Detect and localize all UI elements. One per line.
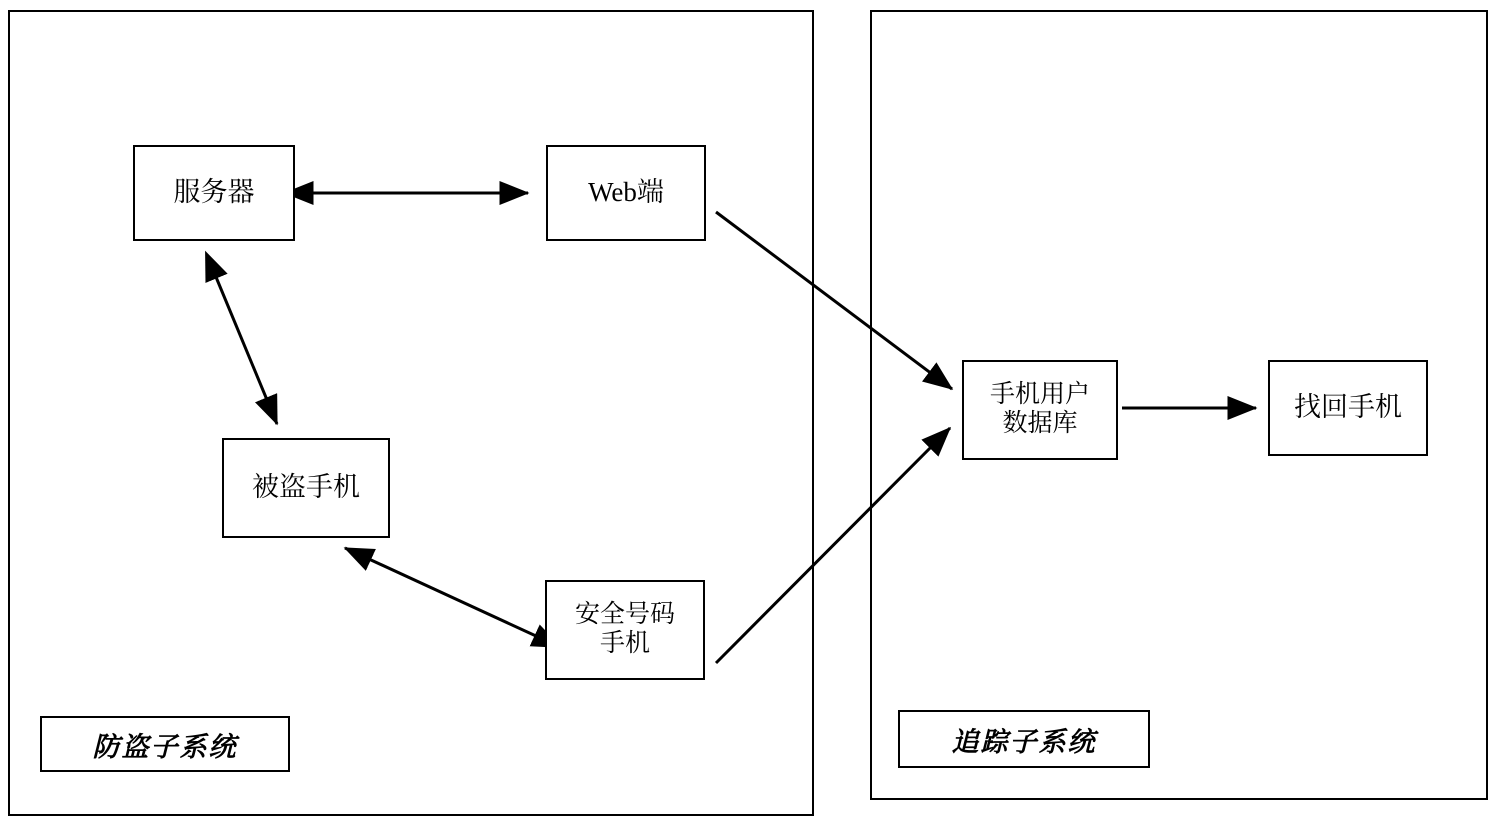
panel-label-tracking: 追踪子系统 (898, 710, 1150, 768)
node-user-database[interactable]: 手机用户 数据库 (962, 360, 1118, 460)
node-web-client[interactable]: Web端 (546, 145, 706, 241)
node-server[interactable]: 服务器 (133, 145, 295, 241)
node-safe-number-phone[interactable]: 安全号码 手机 (545, 580, 705, 680)
panel-antitheft (8, 10, 814, 816)
panel-label-antitheft: 防盗子系统 (40, 716, 290, 772)
node-stolen-phone[interactable]: 被盗手机 (222, 438, 390, 538)
node-recover-phone[interactable]: 找回手机 (1268, 360, 1428, 456)
